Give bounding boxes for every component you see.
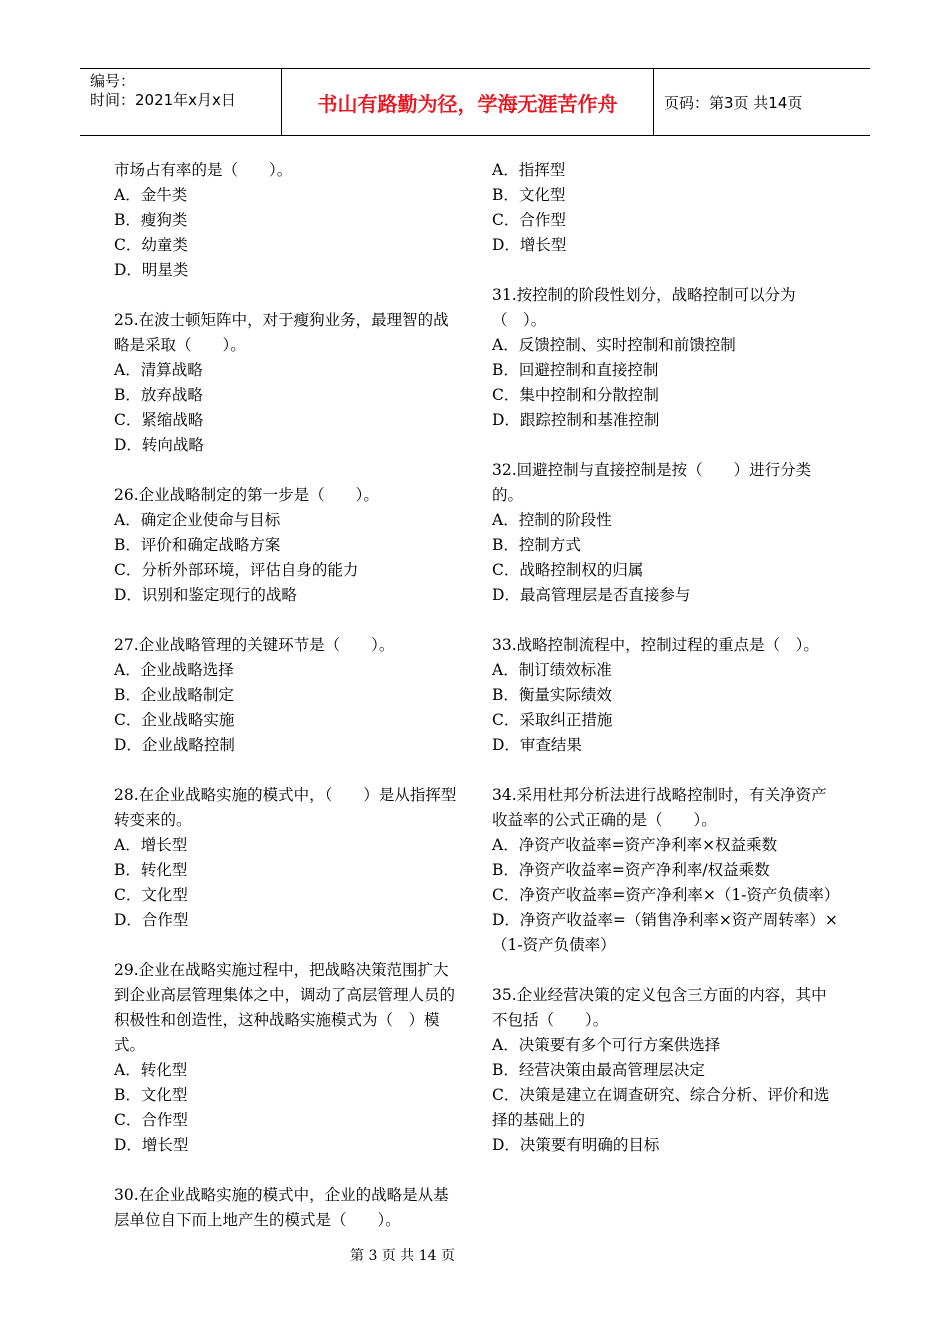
option-c: C．文化型 <box>114 886 188 904</box>
option-c: C．决策是建立在调查研究、综合分析、评价和选择的基础上的 <box>492 1086 830 1129</box>
option-b: B．衡量实际绩效 <box>492 686 612 704</box>
question-text: 27.企业战略管理的关键环节是（ ）。 <box>114 636 395 654</box>
option-b: B．控制方式 <box>492 536 581 554</box>
option-a: A．决策要有多个可行方案供选择 <box>492 1036 721 1054</box>
option-c: C．紧缩战略 <box>114 411 204 429</box>
question-24 <box>114 158 462 283</box>
question-text: 31.按控制的阶段性划分，战略控制可以分为（ ）。 <box>492 286 796 329</box>
option-c: C．净资产收益率=资产净利率×（1-资产负债率） <box>492 886 840 904</box>
option-b: B．企业战略制定 <box>114 686 234 704</box>
option-d: D．识别和鉴定现行的战略 <box>114 586 297 604</box>
option-b: B．文化型 <box>114 1086 188 1104</box>
option-b: B．回避控制和直接控制 <box>492 361 659 379</box>
option-a: A．净资产收益率=资产净利率×权益乘数 <box>492 836 778 854</box>
right-column <box>492 158 842 1183</box>
question-text: 29.企业在战略实施过程中，把战略决策范围扩大到企业高层管理集体之中，调动了高层管理人员的积极性和创造性，这种战略实施模式为（ ）模式。 <box>114 961 456 1054</box>
option-b: B．文化型 <box>492 186 566 204</box>
option-c: C．采取纠正措施 <box>492 711 613 729</box>
question-27 <box>114 633 462 758</box>
option-d: D．增长型 <box>492 236 567 254</box>
option-a: A．反馈控制、实时控制和前馈控制 <box>492 336 736 354</box>
option-d: D．转向战略 <box>114 436 204 454</box>
question-text: 市场占有率的是（ ）。 <box>114 161 293 179</box>
header-motto: 书山有路勤为径，学海无涯苦作舟 <box>282 69 654 135</box>
question-text: 30.在企业战略实施的模式中，企业的战略是从基层单位自下而上地产生的模式是（ ）。 <box>114 1186 449 1229</box>
header-page-info: 页码：第3页 共14页 <box>664 93 803 112</box>
option-a: A．金牛类 <box>114 186 188 204</box>
option-d: D．合作型 <box>114 911 189 929</box>
question-text: 28.在企业战略实施的模式中，（ ）是从指挥型转变来的。 <box>114 786 457 829</box>
option-a: A．企业战略选择 <box>114 661 234 679</box>
option-b: B．瘦狗类 <box>114 211 188 229</box>
question-33 <box>492 633 842 758</box>
question-25 <box>114 308 462 458</box>
question-text: 26.企业战略制定的第一步是（ ）。 <box>114 486 379 504</box>
option-c: C．分析外部环境，评估自身的能力 <box>114 561 359 579</box>
option-c: C．合作型 <box>114 1111 188 1129</box>
option-d: D．审查结果 <box>492 736 582 754</box>
option-c: C．集中控制和分散控制 <box>492 386 659 404</box>
question-text: 35.企业经营决策的定义包含三方面的内容，其中不包括（ ）。 <box>492 986 827 1029</box>
page-header <box>80 68 870 136</box>
question-32 <box>492 458 842 608</box>
option-a: A．确定企业使命与目标 <box>114 511 281 529</box>
option-a: A．指挥型 <box>492 161 566 179</box>
option-b: B．转化型 <box>114 861 188 879</box>
option-c: C．战略控制权的归属 <box>492 561 644 579</box>
option-d: D．明星类 <box>114 261 189 279</box>
header-meta <box>80 69 282 135</box>
question-30-options <box>492 158 842 258</box>
option-a: A．增长型 <box>114 836 188 854</box>
option-c: C．幼童类 <box>114 236 188 254</box>
question-text: 25.在波士顿矩阵中，对于瘦狗业务，最理智的战略是采取（ ）。 <box>114 311 449 354</box>
option-b: B．经营决策由最高管理层决定 <box>492 1061 705 1079</box>
question-text: 32.回避控制与直接控制是按（ ）进行分类的。 <box>492 461 812 504</box>
option-b: B．净资产收益率=资产净利率/权益乘数 <box>492 861 770 879</box>
option-a: A．制订绩效标准 <box>492 661 612 679</box>
question-31 <box>492 283 842 433</box>
option-b: B．评价和确定战略方案 <box>114 536 281 554</box>
question-text: 34.采用杜邦分析法进行战略控制时，有关净资产收益率的公式正确的是（ ）。 <box>492 786 827 829</box>
option-d: D．企业战略控制 <box>114 736 235 754</box>
question-26 <box>114 483 462 608</box>
option-d: D．决策要有明确的目标 <box>492 1136 660 1154</box>
question-28 <box>114 783 462 933</box>
question-29 <box>114 958 462 1158</box>
time-label: 时间：2021年x月x日 <box>90 91 236 109</box>
option-c: C．合作型 <box>492 211 566 229</box>
option-d: D．增长型 <box>114 1136 189 1154</box>
page-footer: 第 3 页 共 14 页 <box>350 1248 455 1264</box>
option-d: D．跟踪控制和基准控制 <box>492 411 660 429</box>
number-label: 编号： <box>90 72 136 90</box>
option-c: C．企业战略实施 <box>114 711 235 729</box>
option-a: A．清算战略 <box>114 361 203 379</box>
question-30 <box>114 1183 462 1233</box>
option-d: D．最高管理层是否直接参与 <box>492 586 691 604</box>
question-text: 33.战略控制流程中，控制过程的重点是（ ）。 <box>492 636 819 654</box>
question-34 <box>492 783 842 958</box>
left-column <box>114 158 462 1258</box>
option-a: A．转化型 <box>114 1061 188 1079</box>
option-a: A．控制的阶段性 <box>492 511 612 529</box>
option-b: B．放弃战略 <box>114 386 203 404</box>
question-35 <box>492 983 842 1158</box>
option-d: D．净资产收益率=（销售净利率×资产周转率）×（1-资产负债率） <box>492 911 838 954</box>
